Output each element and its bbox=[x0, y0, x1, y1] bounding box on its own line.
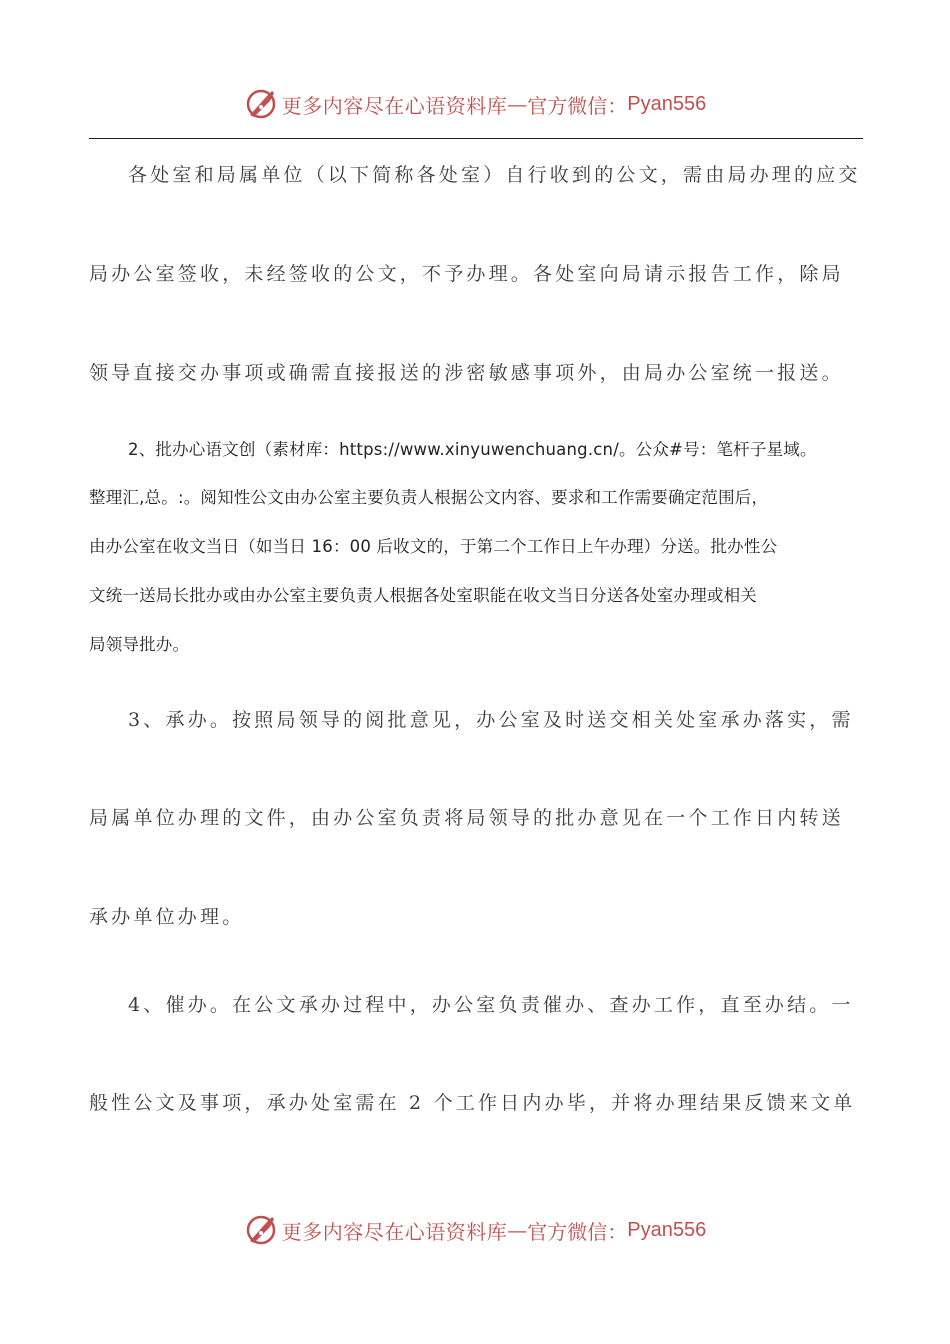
dense-line: 文统一送局长批办或由办公室主要负责人根据各处室职能在收文当日分送各处室办理或相关 bbox=[89, 586, 757, 605]
body-line: 4、催办。在公文承办过程中，办公室负责催办、查办工作，直至办结。一 bbox=[128, 994, 854, 1016]
banner-brand-text: 更多内容尽在心语资料库 bbox=[281, 93, 508, 118]
pen-nib-logo-icon bbox=[244, 87, 278, 121]
body-line: 局办公室签收，未经签收的公文，不予办理。各处室向局请示报告工作，除局 bbox=[89, 263, 844, 285]
banner-separator: — bbox=[507, 92, 528, 116]
banner-account: Pyan556 bbox=[627, 92, 707, 115]
banner-official-label: 官方微信： bbox=[527, 93, 628, 118]
pen-nib-logo-icon bbox=[244, 1213, 278, 1247]
banner-official-label: 官方微信： bbox=[527, 1219, 628, 1244]
header-divider bbox=[89, 138, 863, 139]
dense-line: 由办公室在收文当日（如当日 16：00 后收文的，于第二个工作日上午办理）分送。批办性公 bbox=[89, 537, 778, 556]
dense-line: 局领导批办。 bbox=[89, 635, 190, 654]
footer-banner bbox=[0, 1210, 950, 1250]
body-line: 般性公文及事项，承办处室需在 2 个工作日内办毕，并将办理结果反馈来文单 bbox=[89, 1092, 856, 1114]
body-line: 承办单位办理。 bbox=[89, 906, 245, 928]
body-line: 各处室和局属单位（以下简称各处室）自行收到的公文，需由局办理的应交 bbox=[128, 164, 861, 186]
banner-account: Pyan556 bbox=[627, 1218, 707, 1241]
banner-separator: — bbox=[507, 1218, 528, 1242]
dense-line: 2、批办心语文创（素材库：https://www.xinyuwenchuang.cn/。公众#号：笔杆子星域。 bbox=[128, 440, 817, 459]
header-banner bbox=[0, 84, 950, 124]
banner-brand-text: 更多内容尽在心语资料库 bbox=[281, 1219, 508, 1244]
body-line: 领导直接交办事项或确需直接报送的涉密敏感事项外，由局办公室统一报送。 bbox=[89, 362, 844, 384]
dense-line: 整理汇,总。:。阅知性公文由办公室主要负责人根据公文内容、要求和工作需要确定范围后， bbox=[89, 488, 769, 507]
body-line: 局属单位办理的文件，由办公室负责将局领导的批办意见在一个工作日内转送 bbox=[89, 807, 844, 829]
body-line: 3、承办。按照局领导的阅批意见，办公室及时送交相关处室承办落实，需 bbox=[128, 709, 854, 731]
